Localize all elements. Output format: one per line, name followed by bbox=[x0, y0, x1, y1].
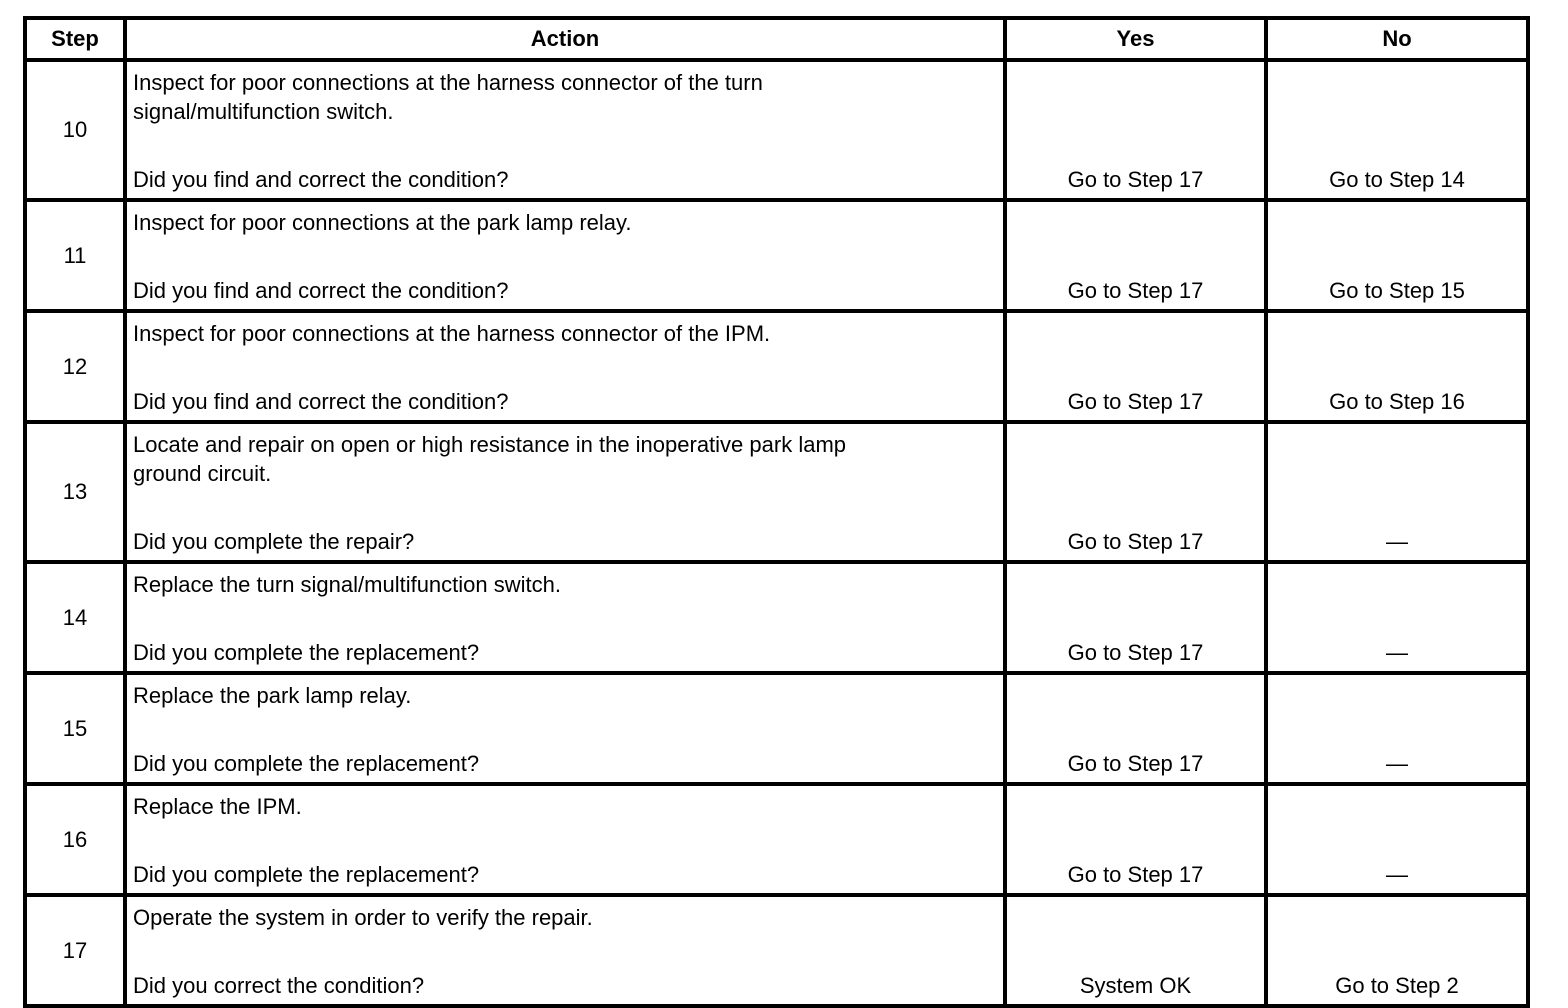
action-question: Did you find and correct the condition? bbox=[133, 389, 509, 414]
action-text: Replace the IPM. bbox=[133, 794, 302, 819]
action-cell bbox=[125, 311, 1005, 422]
yes-result: Go to Step 17 bbox=[1005, 784, 1266, 895]
diagnostic-table bbox=[23, 16, 1530, 1008]
action-text: Operate the system in order to verify the repair. bbox=[133, 905, 593, 930]
table-row bbox=[25, 200, 1528, 311]
table-row bbox=[25, 784, 1528, 895]
action-text: Replace the turn signal/multifunction switch. bbox=[133, 572, 561, 597]
yes-result: Go to Step 17 bbox=[1005, 422, 1266, 562]
no-result: — bbox=[1266, 422, 1528, 562]
action-question: Did you complete the replacement? bbox=[133, 640, 480, 665]
header-yes: Yes bbox=[1005, 18, 1266, 60]
step-number: 16 bbox=[25, 784, 125, 895]
no-result: Go to Step 15 bbox=[1266, 200, 1528, 311]
action-question: Did you find and correct the condition? bbox=[133, 167, 509, 192]
yes-result: System OK bbox=[1005, 895, 1266, 1006]
no-result: Go to Step 2 bbox=[1266, 895, 1528, 1006]
yes-result: Go to Step 17 bbox=[1005, 673, 1266, 784]
action-text: Inspect for poor connections at the harness connector of the IPM. bbox=[133, 321, 771, 346]
yes-result: Go to Step 17 bbox=[1005, 562, 1266, 673]
yes-result: Go to Step 17 bbox=[1005, 200, 1266, 311]
step-number: 15 bbox=[25, 673, 125, 784]
step-number: 13 bbox=[25, 422, 125, 562]
yes-result: Go to Step 17 bbox=[1005, 311, 1266, 422]
step-number: 10 bbox=[25, 60, 125, 200]
action-text: Inspect for poor connections at the park lamp relay. bbox=[133, 210, 632, 235]
no-result: Go to Step 16 bbox=[1266, 311, 1528, 422]
table-row bbox=[25, 673, 1528, 784]
step-number: 11 bbox=[25, 200, 125, 311]
header-action: Action bbox=[125, 18, 1005, 60]
action-text: Inspect for poor connections at the harness connector of the turn signal/multifunction switch. bbox=[133, 70, 763, 124]
no-result: — bbox=[1266, 673, 1528, 784]
no-result: Go to Step 14 bbox=[1266, 60, 1528, 200]
table-row bbox=[25, 311, 1528, 422]
action-cell bbox=[125, 200, 1005, 311]
action-text: Replace the park lamp relay. bbox=[133, 683, 412, 708]
table-row bbox=[25, 422, 1528, 562]
table-row bbox=[25, 895, 1528, 1006]
action-cell bbox=[125, 673, 1005, 784]
step-number: 14 bbox=[25, 562, 125, 673]
action-question: Did you complete the replacement? bbox=[133, 751, 480, 776]
no-result: — bbox=[1266, 562, 1528, 673]
action-cell bbox=[125, 562, 1005, 673]
action-question: Did you complete the replacement? bbox=[133, 862, 480, 887]
table-header-row bbox=[25, 18, 1528, 60]
action-question: Did you correct the condition? bbox=[133, 973, 425, 998]
header-step: Step bbox=[25, 18, 125, 60]
action-cell bbox=[125, 895, 1005, 1006]
action-cell bbox=[125, 784, 1005, 895]
action-question: Did you complete the repair? bbox=[133, 529, 415, 554]
action-question: Did you find and correct the condition? bbox=[133, 278, 509, 303]
header-no: No bbox=[1266, 18, 1528, 60]
action-text: Locate and repair on open or high resistance in the inoperative park lamp ground circuit. bbox=[133, 432, 847, 486]
action-cell bbox=[125, 422, 1005, 562]
no-result: — bbox=[1266, 784, 1528, 895]
table-row bbox=[25, 60, 1528, 200]
action-cell bbox=[125, 60, 1005, 200]
table-row bbox=[25, 562, 1528, 673]
step-number: 17 bbox=[25, 895, 125, 1006]
step-number: 12 bbox=[25, 311, 125, 422]
yes-result: Go to Step 17 bbox=[1005, 60, 1266, 200]
